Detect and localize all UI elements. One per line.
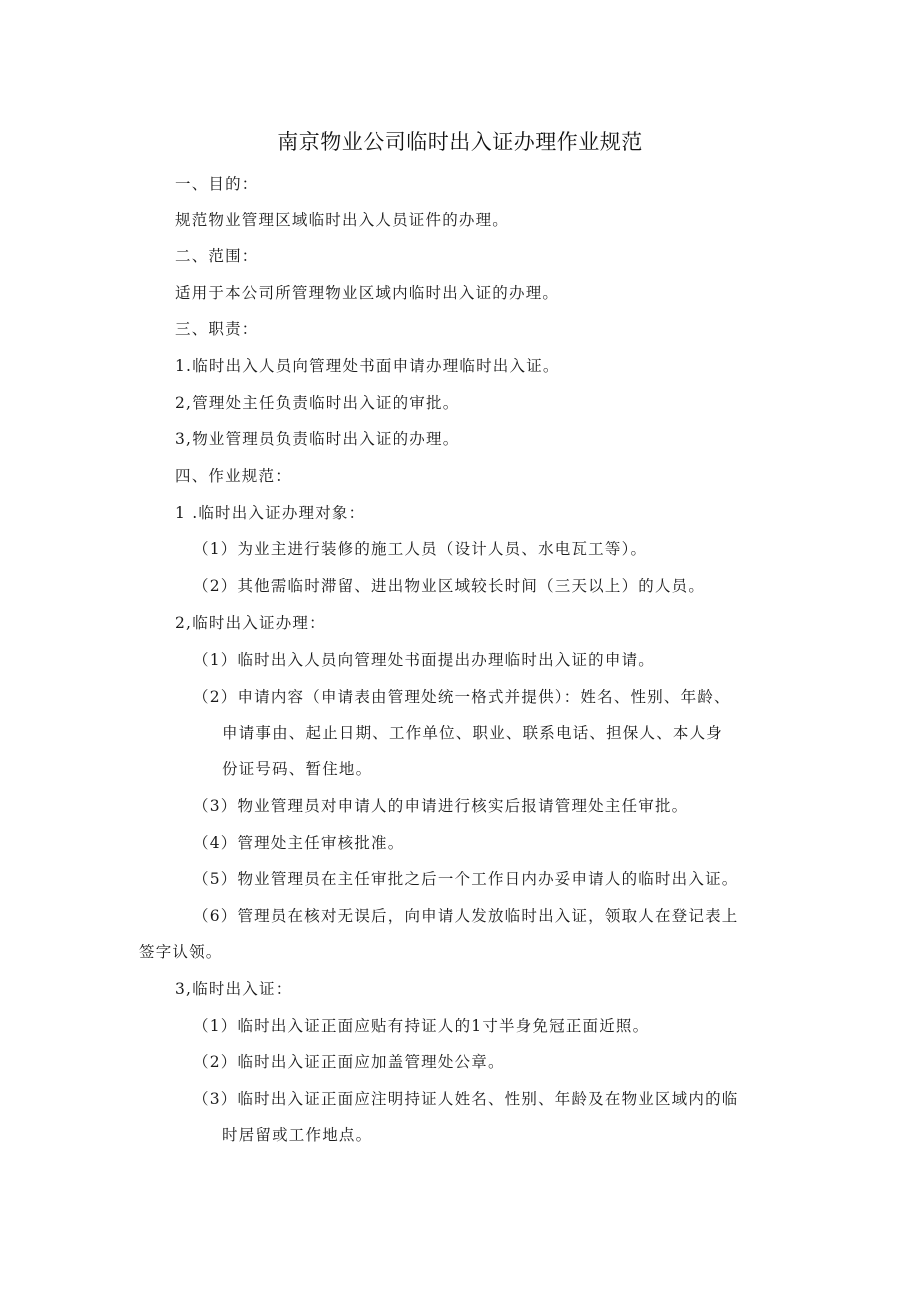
purpose-text: 规范物业管理区域临时出入人员证件的办理。: [175, 211, 510, 229]
list-item-continuation: 时居留或工作地点。: [222, 1126, 373, 1144]
scope-text: 适用于本公司所管理物业区域内临时出入证的办理。: [175, 284, 560, 302]
list-item: （1）为业主进行装修的施工人员（设计人员、水电瓦工等）。: [193, 540, 648, 558]
list-item: （3）物业管理员对申请人的申请进行核实后报请管理处主任审批。: [193, 797, 689, 815]
list-item: （5）物业管理员在主任审批之后一个工作日内办妥申请人的临时出入证。: [193, 870, 739, 888]
list-item-continuation: 申请事由、起止日期、工作单位、职业、联系电话、担保人、本人身: [222, 724, 724, 742]
list-item: （2）临时出入证正面应加盖管理处公章。: [193, 1053, 505, 1071]
list-item-continuation: 份证号码、暂住地。: [222, 760, 373, 778]
list-item: （4）管理处主任审核批准。: [193, 834, 405, 852]
list-item: （2）其他需临时滞留、进出物业区域较长时间（三天以上）的人员。: [193, 577, 706, 595]
list-item: （3）临时出入证正面应注明持证人姓名、性别、年龄及在物业区域内的临: [193, 1090, 739, 1108]
section-heading-duties: 三、职责：: [175, 320, 259, 338]
section-heading-purpose: 一、目的：: [175, 175, 259, 193]
duty-item-2: 2,管理处主任负责临时出入证的审批。: [175, 394, 460, 412]
subsection-heading-3: 3,临时出入证：: [175, 980, 293, 998]
section-heading-scope: 二、范围：: [175, 247, 259, 265]
subsection-heading-2: 2,临时出入证办理：: [175, 614, 326, 632]
section-heading-procedures: 四、作业规范：: [175, 467, 292, 485]
list-item: （1）临时出入证正面应贴有持证人的1寸半身免冠正面近照。: [193, 1017, 650, 1035]
list-item: （2）申请内容（申请表由管理处统一格式并提供）：姓名、性别、年龄、: [193, 688, 731, 706]
document-title: 南京物业公司临时出入证办理作业规范: [277, 130, 643, 154]
subsection-heading-1: 1 .临时出入证办理对象：: [175, 504, 366, 522]
duty-item-1: 1.临时出入人员向管理处书面申请办理临时出入证。: [175, 357, 560, 375]
list-item: （1）临时出入人员向管理处书面提出办理临时出入证的申请。: [193, 651, 655, 669]
list-item-continuation: 签字认领。: [139, 943, 223, 961]
list-item: （6）管理员在核对无误后，向申请人发放临时出入证，领取人在登记表上: [193, 907, 739, 925]
duty-item-3: 3,物业管理员负责临时出入证的办理。: [175, 430, 460, 448]
